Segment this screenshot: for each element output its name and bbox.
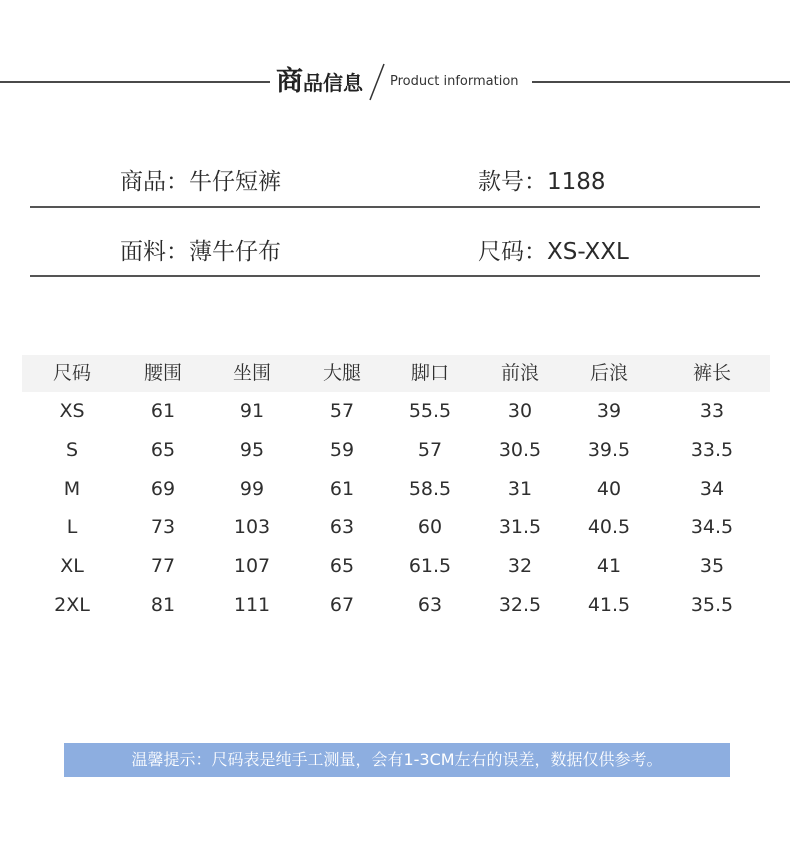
table-cell: 91 <box>239 400 265 422</box>
table-cell: 73 <box>150 516 176 539</box>
table-cell: 55.5 <box>408 400 452 422</box>
table-cell: 30.5 <box>498 438 542 461</box>
table-row <box>22 392 770 431</box>
table-cell: 33.5 <box>690 438 734 461</box>
table-cell: 31 <box>507 477 533 500</box>
table-cell: 67 <box>329 593 355 616</box>
table-cell: 40.5 <box>587 516 631 539</box>
table-row <box>22 508 770 547</box>
table-cell: 39 <box>596 400 622 422</box>
table-cell: 77 <box>150 555 176 578</box>
header-title-rest: 品信息 <box>303 71 363 95</box>
info-style-number: 款号：1188 <box>478 169 606 195</box>
info-row-fabric <box>0 230 790 274</box>
table-row <box>22 431 770 470</box>
table-cell: 111 <box>233 593 271 616</box>
table-cell: 60 <box>417 516 443 539</box>
size-table-header-row <box>22 355 770 392</box>
info-size-range: 尺码：XS-XXL <box>478 239 629 265</box>
table-cell: 30 <box>507 400 533 422</box>
size-table <box>22 355 770 625</box>
table-cell: 57 <box>417 438 443 461</box>
table-cell: 99 <box>239 477 265 500</box>
info-fabric: 面料：薄牛仔布 <box>120 239 281 265</box>
table-cell: 35 <box>699 555 725 578</box>
table-cell: 81 <box>150 593 176 616</box>
table-cell: 61.5 <box>408 555 452 578</box>
table-row <box>22 586 770 625</box>
table-cell: 95 <box>239 438 265 461</box>
table-cell: S <box>65 438 79 461</box>
table-cell: 40 <box>596 477 622 500</box>
table-cell: 41.5 <box>587 593 631 616</box>
info-divider-2 <box>30 275 760 277</box>
table-cell: M <box>63 477 81 500</box>
table-row <box>22 470 770 509</box>
table-cell: 34.5 <box>690 516 734 539</box>
table-cell: XS <box>59 400 85 422</box>
table-cell: 107 <box>233 555 271 578</box>
info-row-product <box>0 160 790 204</box>
table-cell: 57 <box>329 400 355 422</box>
table-cell: 2XL <box>54 593 90 616</box>
table-cell: 34 <box>699 477 725 500</box>
header-title-en: Product information <box>390 74 519 89</box>
table-cell: 65 <box>329 555 355 578</box>
section-header <box>0 60 790 104</box>
table-cell: 61 <box>329 477 355 500</box>
info-divider-1 <box>30 206 760 208</box>
header-slash-divider <box>366 60 388 104</box>
table-cell: 35.5 <box>690 593 734 616</box>
measurement-tip-banner: 温馨提示：尺码表是纯手工测量，会有1-3CM左右的误差，数据仅供参考。 <box>64 743 730 777</box>
table-cell: L <box>66 516 78 539</box>
table-cell: 39.5 <box>587 438 631 461</box>
table-cell: 33 <box>699 400 725 422</box>
table-cell: 63 <box>417 593 443 616</box>
info-product-name: 商品：牛仔短裤 <box>120 169 281 195</box>
header-rule-right <box>532 81 790 83</box>
table-cell: 61 <box>150 400 176 422</box>
table-cell: 32 <box>507 555 533 578</box>
table-cell: 103 <box>233 516 271 539</box>
table-cell: 32.5 <box>498 593 542 616</box>
size-table-header-cell: 尺码 <box>52 362 92 384</box>
header-rule-left <box>0 81 270 83</box>
table-cell: 65 <box>150 438 176 461</box>
size-table-header-cell: 腰围 <box>143 362 183 384</box>
header-title-cn <box>276 62 363 102</box>
size-table-header-cell: 裤长 <box>692 362 732 384</box>
size-table-header-cell: 坐围 <box>232 362 272 384</box>
table-cell: XL <box>60 555 84 578</box>
table-cell: 63 <box>329 516 355 539</box>
table-cell: 59 <box>329 438 355 461</box>
size-table-header-cell: 脚口 <box>410 362 450 384</box>
table-cell: 31.5 <box>498 516 542 539</box>
table-cell: 58.5 <box>408 477 452 500</box>
size-table-header-cell: 大腿 <box>322 362 362 384</box>
size-table-header-cell: 后浪 <box>589 362 629 384</box>
header-title-first-char: 商 <box>276 66 303 97</box>
table-row <box>22 547 770 586</box>
table-cell: 41 <box>596 555 622 578</box>
table-cell: 69 <box>150 477 176 500</box>
size-table-header-cell: 前浪 <box>500 362 540 384</box>
